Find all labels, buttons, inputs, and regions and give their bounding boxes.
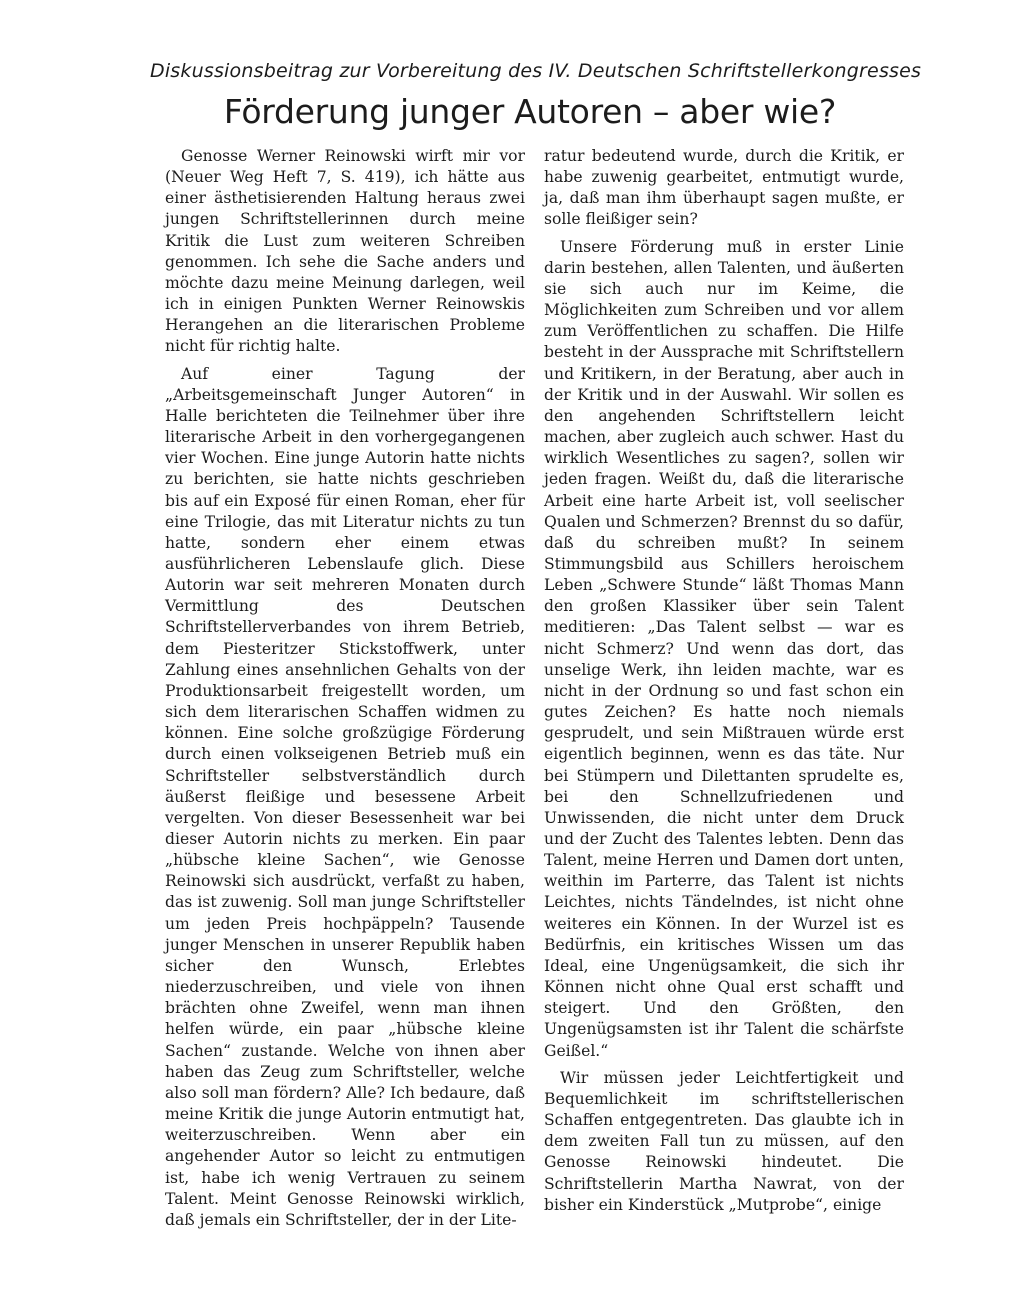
paragraph: Auf einer Tagung der „Arbeitsgemeinschaft Junger Autoren“ in Halle berichteten die Teilnehmer über ihre literarische Arbeit in den vorhergegangenen vier Wochen. Eine junge Autorin hatte nichts zu berichten, sie hatte nichts geschrieben bis auf ein Exposé für einen Roman, eher für eine Trilogie, das mit Literatur nichts zu tun hatte, sondern eher einem etwas ausführlicheren Lebenslaufe glich. Diese Autorin war seit mehreren Monaten durch Vermittlung des Deutschen Schriftstellerverbandes von ihrem Betrieb, dem Piesteritzer Stickstoffwerk, unter Zahlung eines ansehnlichen Gehalts von der Produktionsarbeit freigestellt worden, um sich dem literarischen Schaffen widmen zu können. Eine solche großzügige Förderung durch einen volkseigenen Betrieb muß ein Schriftsteller selbstverständlich durch äußerst fleißige und besessene Arbeit vergelten. Von dieser Besessenheit war bei dieser Autorin nichts zu merken. Ein paar „hübsche kleine Sachen“, wie Genosse Reinowski sich ausdrückt, verfaßt zu haben, das ist zuwenig. Soll man junge Schriftsteller um jeden Preis hochpäppeln? Tausende junger Menschen in unserer Republik haben sicher den Wunsch, Erlebtes niederzuschreiben, und viele von ihnen brächten ohne Zweifel, wenn man ihnen helfen würde, ein paar „hübsche kleine Sachen“ zustande. Welche von ihnen aber haben das Zeug zum Schriftsteller, welche also soll man fördern? Alle? Ich bedaure, daß meine Kritik die junge Autorin entmutigt hat, weiterzuschreiben. Wenn aber ein angehender Autor so leicht zu entmutigen ist, habe ich wenig Vertrauen zu seinem Talent. Meint Genosse Reinowski wirklich, daß jemals ein Schriftsteller, der in der Lite- [165, 364, 525, 1229]
paragraph: Wir müssen jeder Leichtfertigkeit und Bequemlichkeit im schriftstellerischen Schaffen entgegentreten. Das glaubte ich in dem zweiten Fall tun zu müssen, auf den Genosse Reinowski hindeutet. Die Schriftstellerin Martha Nawrat, von der bisher ein Kinderstück „Mutprobe“, einige [544, 1068, 904, 1214]
paragraph: Genosse Werner Reinowski wirft mir vor (Neuer Weg Heft 7, S. 419), ich hätte aus einer ästhetisierenden Haltung heraus zwei jungen Schriftstellerinnen durch meine Kritik die Lust zum weiteren Schreiben genommen. Ich sehe die Sache anders und möchte dazu meine Meinung darlegen, weil ich in einigen Punkten Werner Reinowskis Herangehen an die literarischen Probleme nicht für richtig halte. [165, 147, 525, 356]
text-column-right [544, 146, 904, 1222]
paragraph: Unsere Förderung muß in erster Linie darin bestehen, allen Talenten, und äußerten sie sich auch nur im Keime, die Möglichkeiten zum Schreiben und vor allem zum Veröffentlichen zu schaffen. Die Hilfe besteht in der Aussprache mit Schriftstellern und Kritikern, in der Beratung, aber auch in der Kritik und in der Auswahl. Wir sollen es den angehenden Schriftstellern leicht machen, aber zugleich auch schwer. Hast du wirklich Wesentliches zu sagen?, sollen wir jeden fragen. Weißt du, daß die literarische Arbeit eine harte Arbeit ist, voll seelischer Qualen und Schmerzen? Brennst du so dafür, daß du schreiben mußt? In seinem Stimmungsbild aus Schillers heroischem Leben „Schwere Stunde“ läßt Thomas Mann den großen Klassiker über sein Talent meditieren: „Das Talent selbst — war es nicht Schmerz? Und wenn das dort, das unselige Werk, ihn leiden machte, war es nicht in der Ordnung so und fast schon ein gutes Zeichen? Es hatte noch niemals gesprudelt, und sein Mißtrauen würde erst eigentlich beginnen, wenn es das täte. Nur bei Stümpern und Dilettanten sprudelte es, bei den Schnellzufriedenen und Unwissenden, die nicht unter dem Druck und der Zucht des Talentes lebten. Denn das Talent, meine Herren und Damen dort unten, weithin im Parterre, das Talent ist nichts Leichtes, nichts Tändelndes, ist nicht ohne weiteres ein Können. In der Wurzel ist es Bedürfnis, ein kritisches Wissen um das Ideal, eine Ungenügsamkeit, die sich ihr Können nicht ohne Qual erst schafft und steigert. Und den Größten, den Ungenügsamsten ist ihr Talent die schärfste Geißel.“ [544, 237, 904, 1060]
text-column-left [165, 146, 525, 1237]
article-title: Förderung junger Autoren – aber wie? [223, 92, 837, 131]
kicker-line: Diskussionsbeitrag zur Vorbereitung des IV. Deutschen Schriftstellerkongresses [150, 60, 922, 82]
paragraph: ratur bedeutend wurde, durch die Kritik, er habe zuwenig gearbeitet, entmutigt wurde, ja, daß man ihm überhaupt sagen mußte, er solle fleißiger sein? [544, 147, 904, 229]
